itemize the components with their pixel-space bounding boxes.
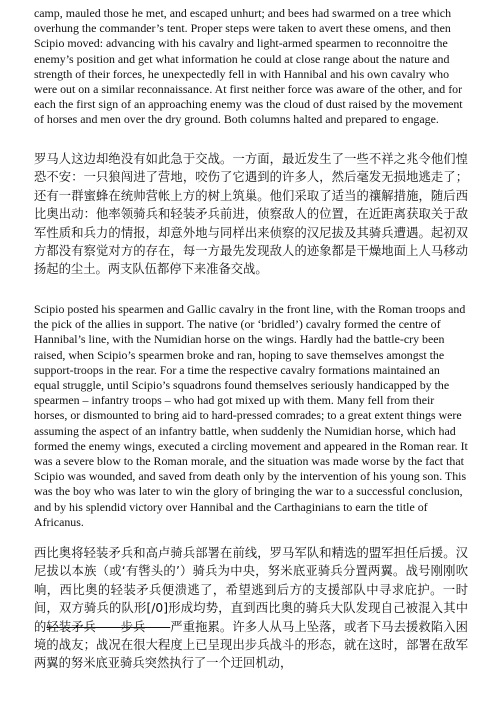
english-paragraph-2: Scipio posted his spearmen and Gallic cavalry in the front line, with the Roman troops and the pick of the allies in support. The native (or ‘bridled’) cavalry formed the centre of Hannibal’s line, with the Numidian horse on the wings. Hardly had the battle-cry been raised, when Scipio’s spearmen broke and ran, hoping to save themselves amongst the support-troops in the rear. For a time the respective cavalry formations maintained an equal struggle, until Scipio’s squadrons found themselves seriously handicapped by the spearmen – infantry troops – who had got mixed up with them. Many fell from their horses, or dismounted to bring aid to hard-pressed comrades; to a great extent things were assuming the aspect of an infantry battle, when suddenly the Numidian horse, which had formed the enemy wings, executed a circling movement and appeared in the Roman rear. It was a severe blow to the Roman morale, and the situation was made worse by the fact that Scipio was wounded, and saved from death only by the intervention of his young son. This was the boy who was later to win the glory of bringing the war to a successful conclusion, and by his splendid victory over Hannibal and the Carthaginians to earn the title of Africanus. bbox=[34, 302, 468, 529]
chinese-paragraph-1: 罗马人这边却绝没有如此急于交战。一方面，最近发生了一些不祥之兆令他们惶恐不安：一只狼闯进了营地，咬伤了它遇到的许多人，然后毫发无损地逃走了；还有一群蜜蜂在统帅营帐上方的树上筑巢。他们采取了适当的禳解措施，随后西比奥出动：他率领骑兵和轻装矛兵前进，侦察敌人的位置，在近距离获取关于敌军性质和兵力的情报，却意外地与同样出来侦察的汉尼拔及其骑兵遭遇。起初双方都没有察觉对方的存在，每一方最先发现敌人的迹象都是干燥地面上人马移动扬起的尘土。两支队伍都停下来准备交战。 bbox=[34, 152, 468, 277]
chinese-paragraph-2-part-1: 西比奥将轻装矛兵和高卢骑兵部署在前线，罗马军队和精选的盟军担任后援。汉尼拔以本族（或‘有辔头的’）骑兵为中央，努米底亚骑兵分置两翼。战号刚刚吹响，西比奥的轻装矛兵便溃逃了，希望逃到后方的支援部队中寻求庇护。一时间，双方骑兵的队形[/0]形成均势，直到西比奥的骑兵大队发现自己被混入其中的 bbox=[34, 546, 468, 634]
chinese-paragraph-2-struck-text: 轻装矛兵——步兵—— bbox=[46, 619, 171, 634]
chinese-paragraph-2-part-2: 严重拖累。许多人从马上坠落，或者下马去援救陷入困境的战友；战况在很大程度上已呈现出步兵战斗的形态，就在这时，部署在敌军两翼的努米底亚骑兵突然执行了一个迂回机动， bbox=[34, 619, 468, 671]
english-paragraph-1: camp, mauled those he met, and escaped unhurt; and bees had swarmed on a tree which overhung the commander’s tent. Proper steps were taken to avert these omens, and then Scipio moved: advancing with his cavalry and light-armed spearmen to reconnoitre the enemy’s position and get what information he could at close range about the nature and strength of their forces, he unexpectedly fell in with Hannibal and his own cavalry who were out on a similar reconnaissance. At first neither force was aware of the other, and for each the first sign of an approaching enemy was the cloud of dust raised by the movement of horses and men over the dry ground. Both columns halted and prepared to engage. bbox=[34, 6, 463, 127]
chinese-paragraph-2 bbox=[34, 544, 468, 673]
